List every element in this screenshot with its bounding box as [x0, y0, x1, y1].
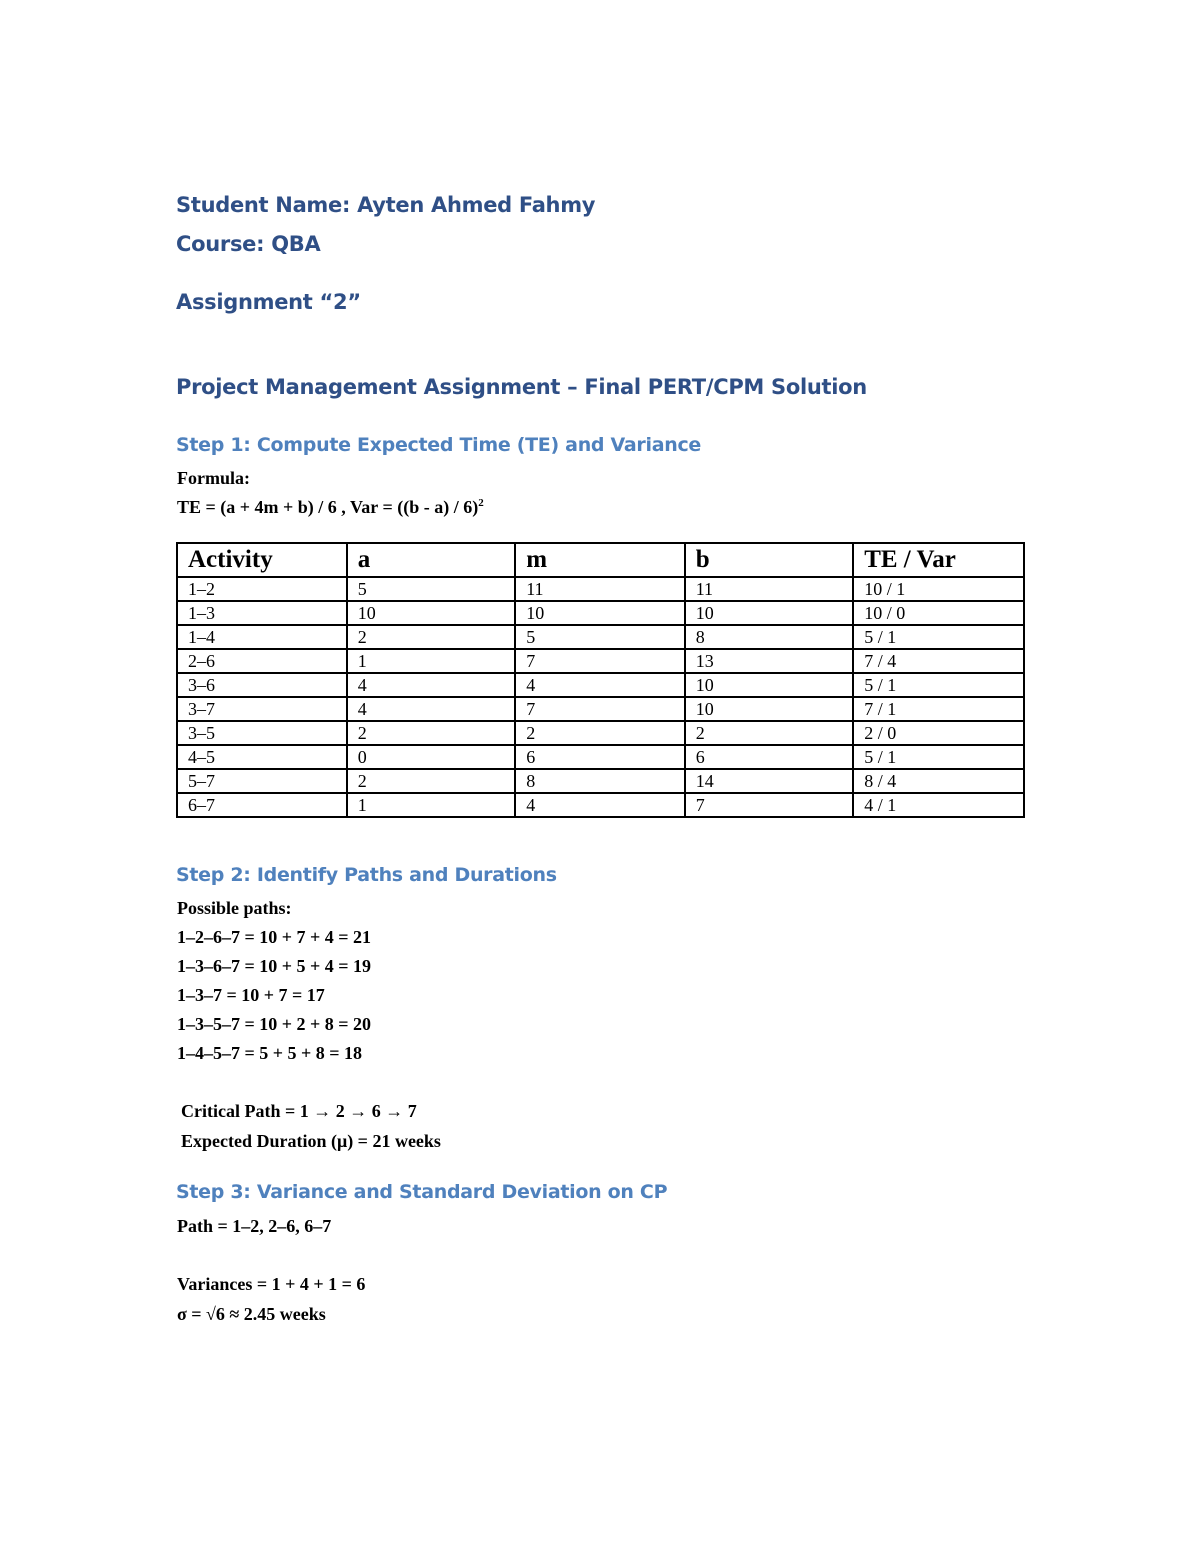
formula-exponent: 2: [478, 497, 484, 509]
critical-path: Critical Path = 1 → 2 → 6 → 7: [181, 1101, 417, 1121]
formula-label: Formula:: [177, 468, 250, 488]
column-header-a: a: [347, 543, 515, 577]
cell-te-var: 7 / 4: [853, 649, 1024, 673]
formula: [177, 497, 484, 518]
cell-m: 7: [515, 649, 684, 673]
cell-m: 11: [515, 577, 684, 601]
column-header-b: b: [685, 543, 853, 577]
cell-m: 6: [515, 745, 684, 769]
table-row: [177, 697, 1024, 721]
cell-te-var: 4 / 1: [853, 793, 1024, 817]
cell-a: 2: [347, 721, 515, 745]
cell-activity: 1–3: [177, 601, 347, 625]
cell-a: 0: [347, 745, 515, 769]
cell-b: 10: [685, 601, 853, 625]
cell-te-var: 5 / 1: [853, 625, 1024, 649]
cell-a: 5: [347, 577, 515, 601]
table-row: [177, 673, 1024, 697]
column-header-m: m: [515, 543, 684, 577]
cell-activity: 3–5: [177, 721, 347, 745]
cell-te-var: 10 / 1: [853, 577, 1024, 601]
cell-m: 5: [515, 625, 684, 649]
cell-m: 2: [515, 721, 684, 745]
table-row: [177, 769, 1024, 793]
cell-b: 10: [685, 697, 853, 721]
cell-a: 1: [347, 793, 515, 817]
cell-b: 11: [685, 577, 853, 601]
cell-b: 6: [685, 745, 853, 769]
column-header-te-var: TE / Var: [853, 543, 1024, 577]
cell-te-var: 2 / 0: [853, 721, 1024, 745]
cell-m: 10: [515, 601, 684, 625]
cell-b: 7: [685, 793, 853, 817]
course-name: Course: QBA: [176, 232, 321, 256]
table-row: [177, 601, 1024, 625]
cell-activity: 3–7: [177, 697, 347, 721]
cell-m: 4: [515, 793, 684, 817]
cell-activity: 5–7: [177, 769, 347, 793]
cell-b: 8: [685, 625, 853, 649]
standard-deviation: σ = √6 ≈ 2.45 weeks: [177, 1304, 326, 1324]
cell-te-var: 10 / 0: [853, 601, 1024, 625]
cell-b: 10: [685, 673, 853, 697]
variances-sum: Variances = 1 + 4 + 1 = 6: [177, 1274, 366, 1294]
cell-m: 4: [515, 673, 684, 697]
activity-table: [176, 542, 1025, 818]
formula-main: TE = (a + 4m + b) / 6 , Var = ((b - a) / 6): [177, 497, 479, 517]
path-line: 1–4–5–7 = 5 + 5 + 8 = 18: [177, 1043, 363, 1063]
cell-activity: 6–7: [177, 793, 347, 817]
expected-duration: Expected Duration (μ) = 21 weeks: [181, 1131, 441, 1151]
step2-heading: Step 2: Identify Paths and Durations: [176, 864, 557, 886]
table-row: [177, 745, 1024, 769]
path-line: 1–3–6–7 = 10 + 5 + 4 = 19: [177, 956, 372, 976]
cell-b: 2: [685, 721, 853, 745]
cell-a: 10: [347, 601, 515, 625]
cell-a: 1: [347, 649, 515, 673]
cell-te-var: 5 / 1: [853, 673, 1024, 697]
cell-a: 4: [347, 697, 515, 721]
step3-heading: Step 3: Variance and Standard Deviation on CP: [176, 1181, 668, 1203]
cell-m: 7: [515, 697, 684, 721]
cell-activity: 4–5: [177, 745, 347, 769]
path-line: 1–2–6–7 = 10 + 7 + 4 = 21: [177, 927, 372, 947]
path-line: 1–3–5–7 = 10 + 2 + 8 = 20: [177, 1014, 372, 1034]
step1-heading: Step 1: Compute Expected Time (TE) and Variance: [176, 434, 701, 456]
paths-label: Possible paths:: [177, 898, 292, 918]
cell-te-var: 7 / 1: [853, 697, 1024, 721]
cell-a: 2: [347, 769, 515, 793]
cell-te-var: 5 / 1: [853, 745, 1024, 769]
cell-b: 14: [685, 769, 853, 793]
cell-activity: 1–2: [177, 577, 347, 601]
cell-activity: 2–6: [177, 649, 347, 673]
path-line: 1–3–7 = 10 + 7 = 17: [177, 985, 325, 1005]
table-row: [177, 577, 1024, 601]
cell-b: 13: [685, 649, 853, 673]
cell-activity: 3–6: [177, 673, 347, 697]
cell-m: 8: [515, 769, 684, 793]
table-header-row: [177, 543, 1024, 577]
cell-a: 4: [347, 673, 515, 697]
assignment-title: Assignment “2”: [176, 290, 361, 314]
document-title: Project Management Assignment – Final PERT/CPM Solution: [176, 375, 867, 399]
cell-activity: 1–4: [177, 625, 347, 649]
table-row: [177, 649, 1024, 673]
cell-a: 2: [347, 625, 515, 649]
cp-path: Path = 1–2, 2–6, 6–7: [177, 1216, 332, 1236]
student-name: Student Name: Ayten Ahmed Fahmy: [176, 193, 596, 217]
cell-te-var: 8 / 4: [853, 769, 1024, 793]
table-row: [177, 793, 1024, 817]
table-row: [177, 625, 1024, 649]
table-row: [177, 721, 1024, 745]
column-header-activity: Activity: [177, 543, 347, 577]
